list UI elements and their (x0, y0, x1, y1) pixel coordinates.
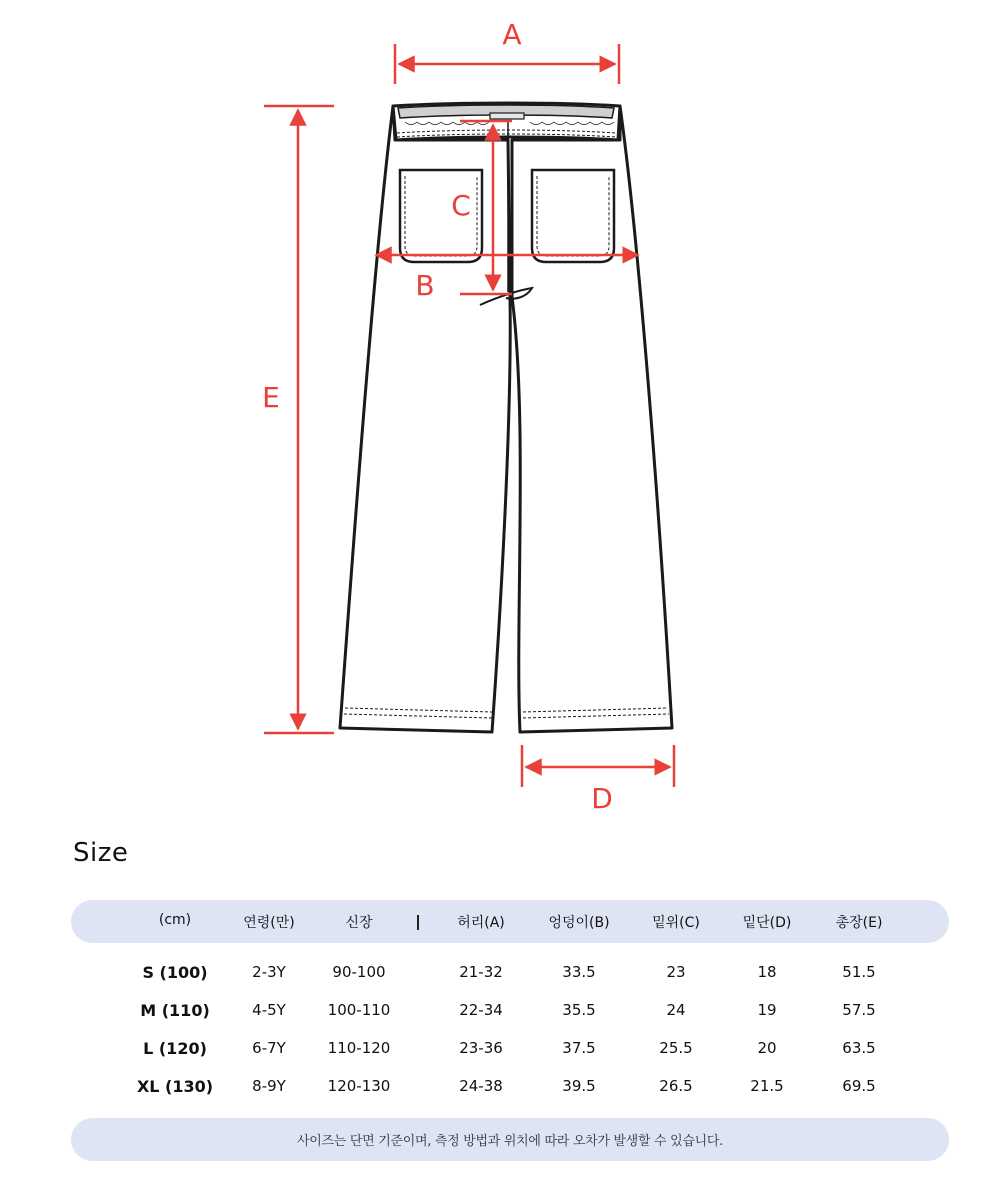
table-cell-hem: 19 (757, 1001, 777, 1019)
table-cell-height: 100-110 (327, 1001, 391, 1019)
table-cell-waist: 23-36 (459, 1039, 503, 1057)
table-cell-waist: 21-32 (459, 963, 503, 981)
table-cell-length: 63.5 (842, 1039, 876, 1057)
table-cell-age: 8-9Y (252, 1077, 286, 1095)
table-cell-height: 120-130 (327, 1077, 391, 1095)
table-cell-age: 6-7Y (252, 1039, 286, 1057)
dim-label-e: E (262, 381, 280, 414)
pants-illustration (340, 103, 672, 732)
table-cell-waist: 22-34 (459, 1001, 503, 1019)
table-cell-rise: 23 (666, 963, 686, 981)
measurement-note-text: 사이즈는 단면 기준이며, 측정 방법과 위치에 따라 오차가 발생할 수 있습니다. (297, 1134, 723, 1149)
header-length: 총장(E) (835, 915, 883, 931)
dim-label-a: A (502, 18, 522, 51)
table-cell-rise: 26.5 (659, 1077, 693, 1095)
header-rise: 밑위(C) (652, 915, 700, 931)
row-size-label: L (120) (143, 1039, 207, 1058)
dim-label-c: C (451, 189, 471, 222)
size-table-header (71, 900, 949, 943)
table-cell-hem: 20 (757, 1039, 777, 1057)
table-cell-age: 4-5Y (252, 1001, 286, 1019)
waistband-tag (490, 113, 524, 119)
row-size-label: S (100) (142, 963, 208, 982)
table-cell-length: 51.5 (842, 963, 876, 981)
size-section-title: Size (73, 838, 129, 868)
header-size: (cm) (158, 912, 192, 928)
table-cell-height: 110-120 (327, 1039, 391, 1057)
table-cell-hip: 35.5 (562, 1001, 596, 1019)
header-hip: 엉덩이(B) (548, 915, 610, 931)
table-cell-length: 69.5 (842, 1077, 876, 1095)
dim-label-d: D (591, 782, 613, 815)
table-cell-waist: 24-38 (459, 1077, 503, 1095)
header-waist: 허리(A) (457, 915, 505, 931)
measurement-note (71, 1118, 949, 1161)
dim-label-b: B (415, 269, 435, 302)
header-hem: 밑단(D) (742, 915, 792, 931)
row-size-label: M (110) (140, 1001, 210, 1020)
table-cell-rise: 24 (666, 1001, 686, 1019)
header-separator (417, 915, 419, 930)
table-cell-hip: 39.5 (562, 1077, 596, 1095)
table-cell-length: 57.5 (842, 1001, 876, 1019)
row-size-label: XL (130) (136, 1077, 214, 1096)
header-age: 연령(만) (243, 915, 295, 931)
table-cell-hem: 18 (757, 963, 777, 981)
table-cell-hem: 21.5 (750, 1077, 784, 1095)
header-height: 신장 (345, 915, 373, 931)
table-cell-age: 2-3Y (252, 963, 286, 981)
table-cell-height: 90-100 (332, 963, 386, 981)
table-cell-rise: 25.5 (659, 1039, 693, 1057)
table-cell-hip: 37.5 (562, 1039, 596, 1057)
table-cell-hip: 33.5 (562, 963, 596, 981)
